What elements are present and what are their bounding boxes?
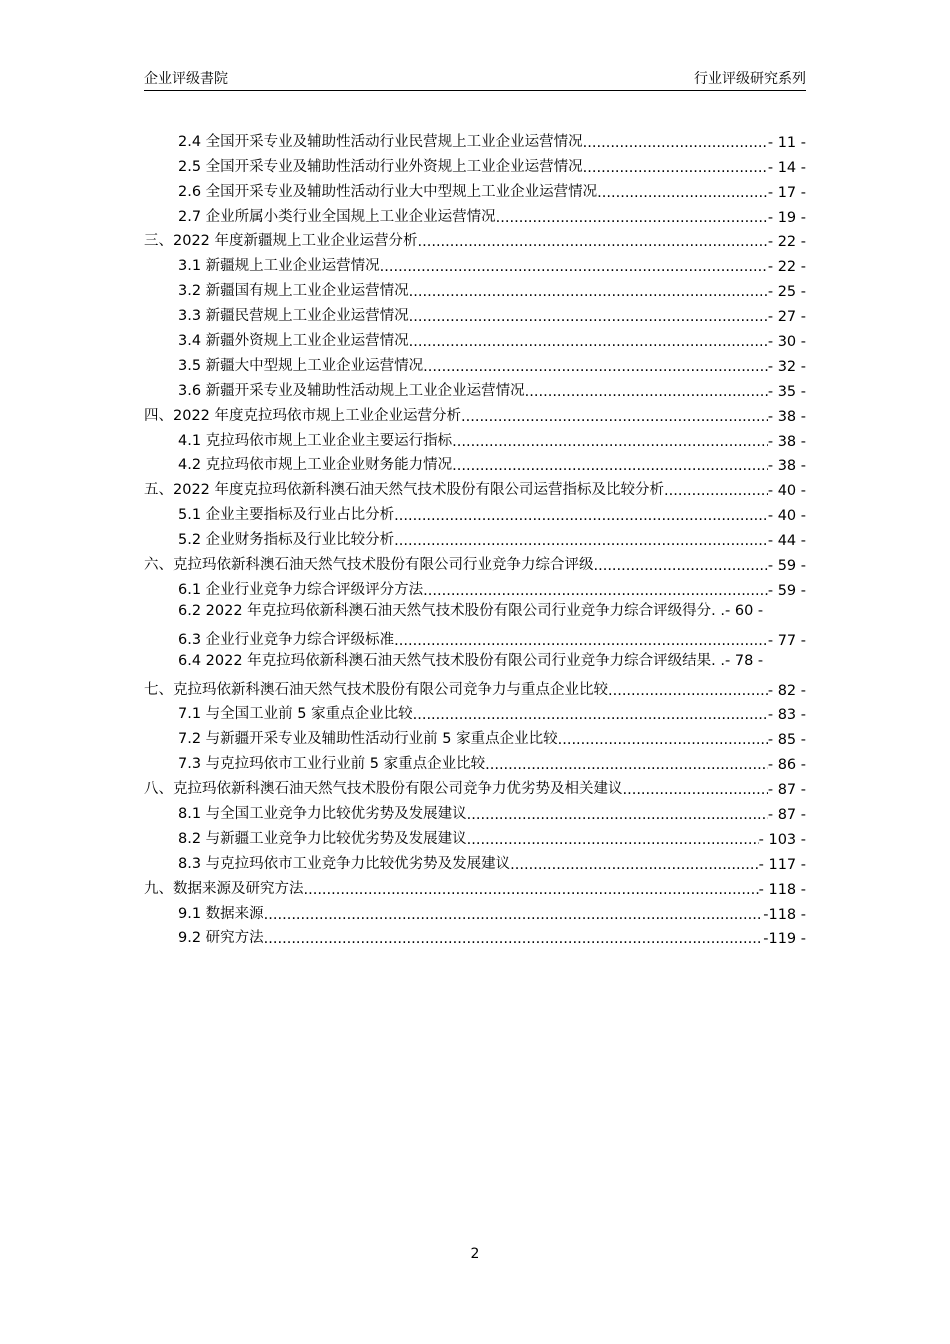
- toc-leader-dots: [409, 334, 768, 350]
- toc-entry[interactable]: [144, 201, 806, 226]
- toc-entry-title: 7.3 与克拉玛依市工业行业前 5 家重点企业比较: [178, 756, 486, 773]
- toc-entry-page: - 27 -: [767, 309, 806, 326]
- toc-entry-page: - 25 -: [767, 284, 806, 301]
- toc-leader-dots: [380, 259, 768, 275]
- toc-entry-title: 3.6 新疆开采专业及辅助性活动规上工业企业运营情况: [178, 382, 525, 399]
- toc-entry-page: - 87 -: [767, 782, 806, 799]
- toc-entry[interactable]: [144, 325, 806, 350]
- toc-entry-title: 5.2 企业财务指标及行业比较分析: [178, 532, 395, 549]
- toc-leader-dots: [623, 782, 768, 798]
- toc-leader-dots: [304, 882, 759, 898]
- toc-entry[interactable]: [144, 748, 806, 773]
- toc-entry-title: 3.4 新疆外资规上工业企业运营情况: [178, 333, 409, 350]
- toc-entry-page: - 14 -: [767, 159, 806, 176]
- toc-entry-page: - 38 -: [767, 458, 806, 475]
- toc-leader-dots: [594, 558, 768, 574]
- toc-leader-dots: [264, 931, 764, 947]
- toc-entry[interactable]: [144, 574, 806, 599]
- toc-leader-dots: [264, 907, 764, 923]
- toc-entry-title: 7.1 与全国工业前 5 家重点企业比较: [178, 706, 413, 723]
- toc-leader-dots: [423, 583, 768, 599]
- toc-entry[interactable]: [144, 699, 806, 724]
- toc-entry-title: 6.3 企业行业竞争力综合评级标准: [178, 631, 395, 648]
- toc-entry[interactable]: [144, 474, 806, 499]
- toc-entry-title: 3.5 新疆大中型规上工业企业运营情况: [178, 357, 424, 374]
- toc-entry[interactable]: [144, 798, 806, 823]
- toc-entry-page: - 77 -: [767, 632, 806, 649]
- toc-leader-dots: [452, 434, 768, 450]
- toc-entry-page: - 59 -: [767, 582, 806, 599]
- toc-entry-page: - 87 -: [767, 806, 806, 823]
- toc-entry-page: - 103 -: [758, 831, 806, 848]
- toc-entry-title: 九、数据来源及研究方法: [144, 880, 304, 897]
- toc-entry-page: -119 -: [763, 931, 806, 948]
- toc-leader-dots: [394, 533, 768, 549]
- header-right-text: 行业评级研究系列: [694, 71, 806, 87]
- toc-entry[interactable]: [144, 923, 806, 948]
- toc-leader-dots: [423, 359, 768, 375]
- toc-entry-title: 9.1 数据来源: [178, 905, 264, 922]
- toc-entry-page: - 38 -: [767, 408, 806, 425]
- toc-entry[interactable]: [144, 649, 806, 674]
- toc-entry[interactable]: [144, 450, 806, 475]
- page-number: 2: [470, 1246, 480, 1262]
- toc-entry-title: 8.1 与全国工业竞争力比较优劣势及发展建议: [178, 805, 467, 822]
- toc-leader-dots: [461, 409, 768, 425]
- toc-entry[interactable]: [144, 848, 806, 873]
- toc-entry[interactable]: [144, 723, 806, 748]
- toc-entry[interactable]: [144, 624, 806, 649]
- toc-entry-title: 4.2 克拉玛依市规上工业企业财务能力情况: [178, 457, 453, 474]
- toc-entry-title: 9.2 研究方法: [178, 930, 264, 947]
- toc-entry-page: - 59 -: [767, 558, 806, 575]
- toc-entry-title: 8.2 与新疆工业竞争力比较优劣势及发展建议: [178, 830, 467, 847]
- toc-leader-dots: [496, 210, 768, 226]
- toc-entry[interactable]: [144, 151, 806, 176]
- toc-entry[interactable]: [144, 250, 806, 275]
- toc-leader-dots: [409, 284, 768, 300]
- toc-leader-dots: [467, 832, 759, 848]
- toc-entry-page: - 40 -: [767, 483, 806, 500]
- toc-entry[interactable]: [144, 524, 806, 549]
- toc-entry-page: - 35 -: [767, 383, 806, 400]
- toc-entry[interactable]: [144, 873, 806, 898]
- toc-entry[interactable]: [144, 674, 806, 699]
- toc-entry-title: 4.1 克拉玛依市规上工业企业主要运行指标: [178, 432, 453, 449]
- toc-entry-page: - 44 -: [767, 533, 806, 550]
- toc-leader-dots: [409, 309, 768, 325]
- toc-entry-page: - 117 -: [758, 856, 806, 873]
- toc-entry-page: - 40 -: [767, 508, 806, 525]
- toc-entry-page: - 22 -: [767, 259, 806, 276]
- toc-entry-text: 6.2 2022 年克拉玛依新科澳石油天然气技术股份有限公司行业竞争力综合评级得分. .- 60 -: [178, 602, 764, 619]
- toc-entry[interactable]: [144, 226, 806, 251]
- toc-leader-dots: [583, 160, 768, 176]
- toc-entry-title: 六、克拉玛依新科澳石油天然气技术股份有限公司行业竞争力综合评级: [144, 557, 594, 574]
- table-of-contents: [144, 126, 806, 947]
- toc-entry-title: 2.6 全国开采专业及辅助性活动行业大中型规上工业企业运营情况: [178, 183, 598, 200]
- toc-leader-dots: [558, 732, 768, 748]
- toc-leader-dots: [664, 483, 768, 499]
- toc-entry-page: - 118 -: [758, 881, 806, 898]
- toc-entry-page: - 85 -: [767, 732, 806, 749]
- toc-entry-page: - 11 -: [767, 134, 806, 151]
- toc-entry[interactable]: [144, 599, 806, 624]
- toc-leader-dots: [608, 683, 768, 699]
- toc-entry-page: - 30 -: [767, 334, 806, 351]
- header-left-text: 企业评级書院: [144, 71, 228, 87]
- toc-leader-dots: [510, 857, 758, 873]
- toc-entry-page: - 82 -: [767, 682, 806, 699]
- toc-entry-page: - 83 -: [767, 707, 806, 724]
- toc-entry-title: 三、2022 年度新疆规上工业企业运营分析: [144, 233, 418, 250]
- toc-entry-page: - 22 -: [767, 234, 806, 251]
- toc-leader-dots: [467, 807, 768, 823]
- toc-entry[interactable]: [144, 549, 806, 574]
- toc-leader-dots: [485, 757, 768, 773]
- toc-entry-title: 七、克拉玛依新科澳石油天然气技术股份有限公司竞争力与重点企业比较: [144, 681, 608, 698]
- toc-entry-title: 7.2 与新疆开采专业及辅助性活动行业前 5 家重点企业比较: [178, 731, 558, 748]
- toc-entry-title: 6.1 企业行业竞争力综合评级评分方法: [178, 581, 424, 598]
- toc-entry-text: 6.4 2022 年克拉玛依新科澳石油天然气技术股份有限公司行业竞争力综合评级结果. .- 78 -: [178, 652, 764, 669]
- toc-entry[interactable]: [144, 400, 806, 425]
- toc-entry-title: 四、2022 年度克拉玛依市规上工业企业运营分析: [144, 407, 462, 424]
- toc-entry-title: 3.3 新疆民营规上工业企业运营情况: [178, 308, 409, 325]
- toc-entry-title: 五、2022 年度克拉玛依新科澳石油天然气技术股份有限公司运营指标及比较分析: [144, 482, 665, 499]
- toc-entry[interactable]: [144, 425, 806, 450]
- toc-leader-dots: [525, 384, 768, 400]
- toc-leader-dots: [418, 234, 768, 250]
- toc-entry-title: 2.5 全国开采专业及辅助性活动行业外资规上工业企业运营情况: [178, 158, 583, 175]
- page-header: [144, 68, 806, 91]
- toc-entry[interactable]: [144, 275, 806, 300]
- toc-entry-title: 2.7 企业所属小类行业全国规上工业企业运营情况: [178, 208, 496, 225]
- toc-entry[interactable]: [144, 898, 806, 923]
- toc-entry[interactable]: [144, 176, 806, 201]
- toc-leader-dots: [452, 458, 768, 474]
- toc-entry[interactable]: [144, 350, 806, 375]
- toc-entry[interactable]: [144, 375, 806, 400]
- toc-entry-title: 2.4 全国开采专业及辅助性活动行业民营规上工业企业运营情况: [178, 133, 583, 150]
- toc-leader-dots: [394, 508, 768, 524]
- toc-entry-page: - 86 -: [767, 757, 806, 774]
- toc-leader-dots: [394, 633, 768, 649]
- toc-leader-dots: [583, 135, 768, 151]
- toc-leader-dots: [597, 185, 768, 201]
- toc-entry-page: - 17 -: [767, 184, 806, 201]
- toc-entry-title: 3.1 新疆规上工业企业运营情况: [178, 258, 380, 275]
- toc-entry-page: -118 -: [763, 906, 806, 923]
- toc-entry[interactable]: [144, 126, 806, 151]
- toc-leader-dots: [413, 707, 768, 723]
- toc-entry-title: 8.3 与克拉玛依市工业竞争力比较优劣势及发展建议: [178, 855, 511, 872]
- toc-entry-page: - 32 -: [767, 358, 806, 375]
- toc-entry[interactable]: [144, 300, 806, 325]
- toc-entry-page: - 38 -: [767, 433, 806, 450]
- toc-entry-title: 八、克拉玛依新科澳石油天然气技术股份有限公司竞争力优劣势及相关建议: [144, 781, 623, 798]
- toc-entry[interactable]: [144, 499, 806, 524]
- toc-entry-page: - 19 -: [767, 209, 806, 226]
- toc-entry-title: 5.1 企业主要指标及行业占比分析: [178, 507, 395, 524]
- toc-entry-title: 3.2 新疆国有规上工业企业运营情况: [178, 283, 409, 300]
- toc-entry[interactable]: [144, 773, 806, 798]
- toc-entry[interactable]: [144, 823, 806, 848]
